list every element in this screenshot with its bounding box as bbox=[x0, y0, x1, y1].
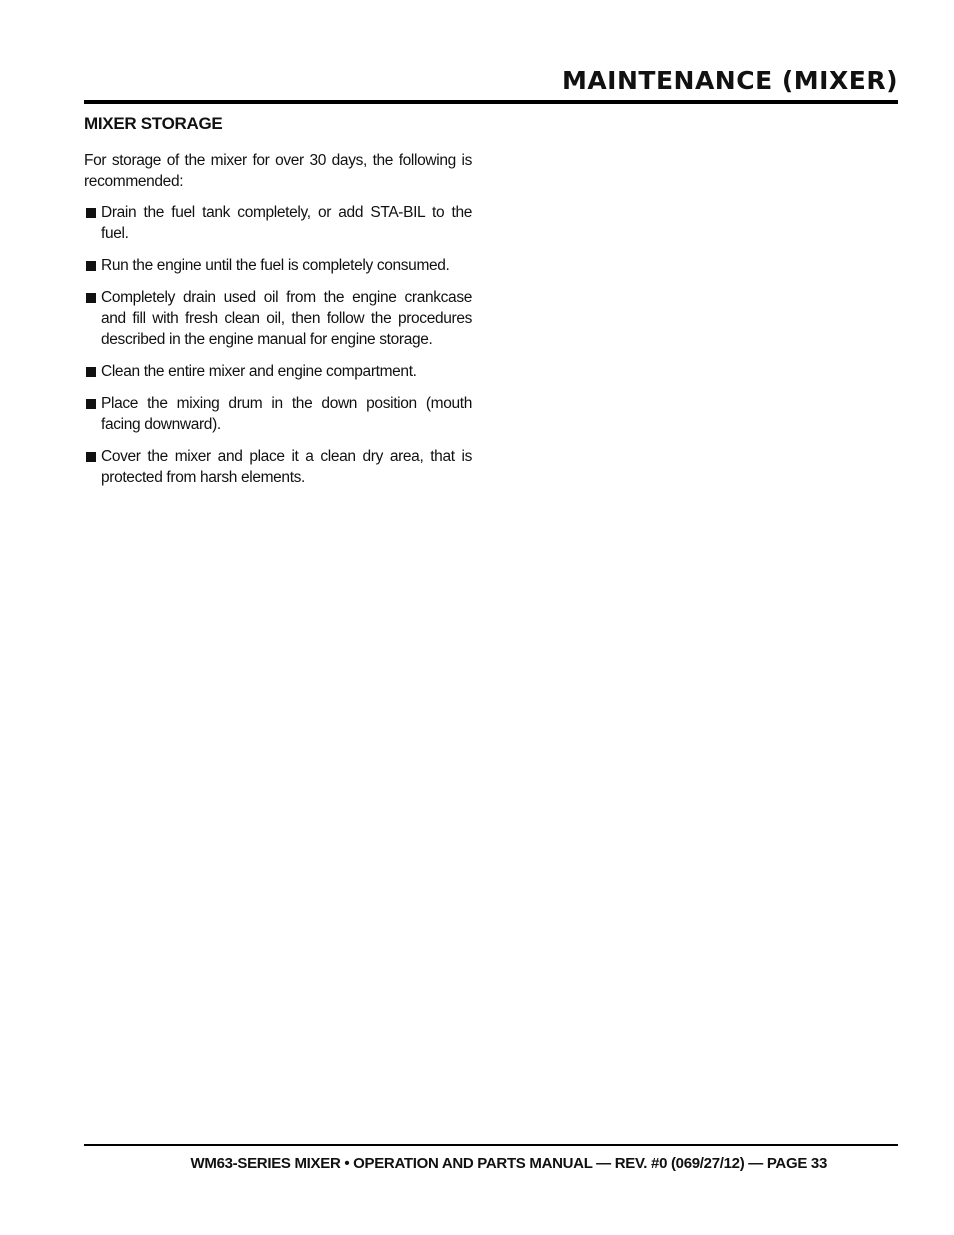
footer-rule bbox=[84, 1144, 898, 1146]
list-item bbox=[84, 393, 472, 435]
header-rule bbox=[84, 100, 898, 104]
list-item bbox=[84, 287, 472, 350]
intro-paragraph: For storage of the mixer for over 30 days, the following is recommended: bbox=[84, 152, 472, 190]
page-footer: WM63-SERIES MIXER • OPERATION AND PARTS MANUAL — REV. #0 (069/27/12) — PAGE 33 bbox=[190, 1155, 827, 1172]
list-item-text: Place the mixing drum in the down position (mouth facing downward). bbox=[101, 395, 472, 433]
section-heading: MIXER STORAGE bbox=[84, 114, 223, 133]
square-bullet-icon bbox=[86, 293, 96, 303]
list-item-text: Clean the entire mixer and engine compartment. bbox=[101, 363, 417, 380]
list-item-text: Cover the mixer and place it a clean dry area, that is protected from harsh elements. bbox=[101, 448, 472, 486]
list-item-text: Run the engine until the fuel is completely consumed. bbox=[101, 257, 450, 274]
list-item bbox=[84, 361, 472, 382]
list-item bbox=[84, 202, 472, 244]
list-item bbox=[84, 446, 472, 488]
list-item-text: Completely drain used oil from the engine crankcase and fill with fresh clean oil, then follow the procedures described in the engine manual for engine storage. bbox=[101, 289, 472, 348]
page-title: MAINTENANCE (MIXER) bbox=[561, 66, 898, 95]
square-bullet-icon bbox=[86, 261, 96, 271]
storage-steps-list bbox=[84, 202, 472, 488]
list-item-text: Drain the fuel tank completely, or add STA-BIL to the fuel. bbox=[101, 204, 472, 242]
square-bullet-icon bbox=[86, 452, 96, 462]
square-bullet-icon bbox=[86, 399, 96, 409]
list-item bbox=[84, 255, 472, 276]
content-column bbox=[84, 150, 472, 499]
square-bullet-icon bbox=[86, 367, 96, 377]
square-bullet-icon bbox=[86, 208, 96, 218]
